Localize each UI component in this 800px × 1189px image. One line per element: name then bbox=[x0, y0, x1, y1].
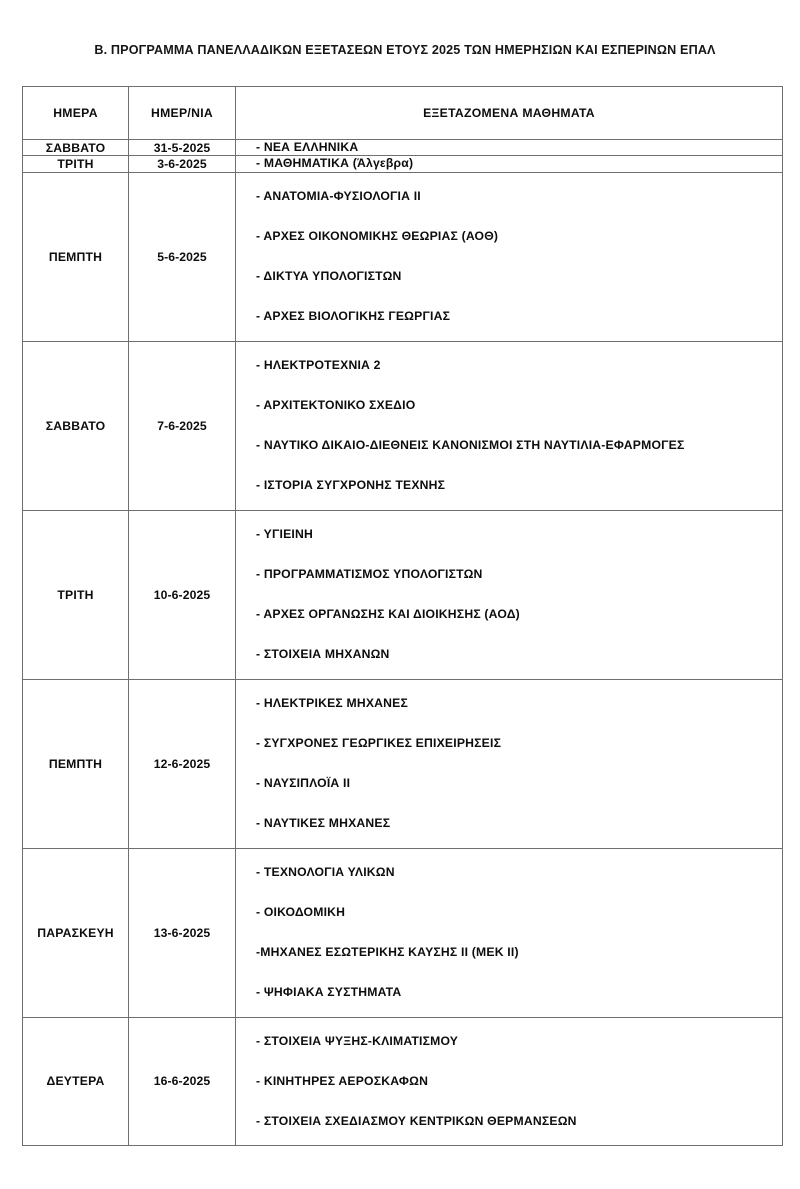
subject-item: - ΣΤΟΙΧΕΙΑ ΨΥΞΗΣ-ΚΛΙΜΑΤΙΣΜΟΥ bbox=[256, 1033, 459, 1048]
subject-item: - ΑΡΧΕΣ ΟΡΓΑΝΩΣΗΣ ΚΑΙ ΔΙΟΙΚΗΣΗΣ (ΑΟΔ) bbox=[256, 607, 520, 621]
subject-item: - ΝΕΑ ΕΛΛΗΝΙΚΑ bbox=[256, 140, 359, 154]
column-header-subjects: ΕΞΕΤΑΖΟΜΕΝΑ ΜΑΘΗΜΑΤΑ bbox=[236, 87, 783, 140]
subject-item: - ΑΡΧΕΣ ΒΙΟΛΟΓΙΚΗΣ ΓΕΩΡΓΙΑΣ bbox=[256, 309, 451, 324]
subject-item: - ΝΑΥΤΙΚΟ ΔΙΚΑΙΟ-ΔΙΕΘΝΕΙΣ ΚΑΝΟΝΙΣΜΟΙ ΣΤΗ ΝΑΥΤΙΛΙΑ-ΕΦΑΡΜΟΓΕΣ bbox=[256, 438, 685, 452]
table-row bbox=[23, 156, 783, 172]
cell-subjects bbox=[236, 156, 783, 172]
subject-item: - ΑΡΧΕΣ ΟΙΚΟΝΟΜΙΚΗΣ ΘΕΩΡΙΑΣ (ΑΟΘ) bbox=[256, 228, 499, 243]
cell-subjects bbox=[236, 1017, 783, 1146]
table-body bbox=[23, 140, 783, 1146]
cell-date: 5-6-2025 bbox=[129, 172, 236, 341]
subject-item: - ΑΡΧΙΤΕΚΤΟΝΙΚΟ ΣΧΕΔΙΟ bbox=[256, 397, 416, 412]
subject-list bbox=[236, 140, 782, 155]
subject-item: - ΥΓΙΕΙΝΗ bbox=[256, 526, 313, 541]
cell-date: 3-6-2025 bbox=[129, 156, 236, 172]
subject-list bbox=[236, 1018, 782, 1146]
exam-schedule-table bbox=[22, 86, 783, 1146]
subject-item: - ΤΕΧΝΟΛΟΓΙΑ ΥΛΙΚΩΝ bbox=[256, 864, 395, 879]
subject-item: - ΠΡΟΓΡΑΜΜΑΤΙΣΜΟΣ ΥΠΟΛΟΓΙΣΤΩΝ bbox=[256, 566, 483, 581]
subject-list bbox=[236, 173, 782, 341]
cell-date: 16-6-2025 bbox=[129, 1017, 236, 1146]
table-row bbox=[23, 510, 783, 679]
subject-item: - ΗΛΕΚΤΡΟΤΕΧΝΙΑ 2 bbox=[256, 357, 381, 372]
cell-day: ΣΑΒΒΑΤΟ bbox=[23, 341, 129, 510]
column-header-date: ΗΜΕΡ/ΝΙΑ bbox=[129, 87, 236, 140]
cell-date: 31-5-2025 bbox=[129, 140, 236, 156]
table-row bbox=[23, 679, 783, 848]
subject-item: - ΣΤΟΙΧΕΙΑ ΣΧΕΔΙΑΣΜΟΥ ΚΕΝΤΡΙΚΩΝ ΘΕΡΜΑΝΣΕΩΝ bbox=[256, 1114, 577, 1128]
subject-item: - ΑΝΑΤΟΜΙΑ-ΦΥΣΙΟΛΟΓΙΑ ΙΙ bbox=[256, 188, 421, 203]
cell-day: ΔΕΥΤΕΡΑ bbox=[23, 1017, 129, 1146]
cell-date: 12-6-2025 bbox=[129, 679, 236, 848]
subject-list bbox=[236, 511, 782, 679]
table-row bbox=[23, 341, 783, 510]
table-header-row bbox=[23, 87, 783, 140]
subject-item: - ΣΥΓΧΡΟΝΕΣ ΓΕΩΡΓΙΚΕΣ ΕΠΙΧΕΙΡΗΣΕΙΣ bbox=[256, 735, 502, 750]
subject-item: - ΔΙΚΤΥΑ ΥΠΟΛΟΓΙΣΤΩΝ bbox=[256, 269, 402, 283]
cell-day: ΤΡΙΤΗ bbox=[23, 156, 129, 172]
cell-day: ΣΑΒΒΑΤΟ bbox=[23, 140, 129, 156]
cell-date: 13-6-2025 bbox=[129, 848, 236, 1017]
cell-date: 10-6-2025 bbox=[129, 510, 236, 679]
cell-subjects bbox=[236, 848, 783, 1017]
subject-item: - ΝΑΥΣΙΠΛΟΪΑ ΙΙ bbox=[256, 776, 351, 790]
table-row bbox=[23, 172, 783, 341]
cell-subjects bbox=[236, 679, 783, 848]
page-title: Β. ΠΡΟΓΡΑΜΜΑ ΠΑΝΕΛΛΑΔΙΚΩΝ ΕΞΕΤΑΣΕΩΝ ΕΤΟΥΣ 2025 ΤΩΝ ΗΜΕΡΗΣΙΩΝ ΚΑΙ ΕΣΠΕΡΙΝΩΝ ΕΠΑΛ bbox=[94, 43, 716, 57]
subject-list bbox=[236, 680, 782, 848]
subject-item: - ΗΛΕΚΤΡΙΚΕΣ ΜΗΧΑΝΕΣ bbox=[256, 695, 409, 710]
cell-subjects bbox=[236, 510, 783, 679]
cell-subjects bbox=[236, 341, 783, 510]
cell-day: ΠΑΡΑΣΚΕΥΗ bbox=[23, 848, 129, 1017]
subject-item: - ΝΑΥΤΙΚΕΣ ΜΗΧΑΝΕΣ bbox=[256, 816, 391, 831]
subject-item: - ΙΣΤΟΡΙΑ ΣΥΓΧΡΟΝΗΣ ΤΕΧΝΗΣ bbox=[256, 478, 446, 493]
subject-list bbox=[236, 342, 782, 510]
cell-day: ΠΕΜΠΤΗ bbox=[23, 679, 129, 848]
column-header-day: ΗΜΕΡΑ bbox=[23, 87, 129, 140]
table-row bbox=[23, 140, 783, 156]
subject-item: - ΟΙΚΟΔΟΜΙΚΗ bbox=[256, 904, 346, 919]
subject-item: -ΜΗΧΑΝΕΣ ΕΣΩΤΕΡΙΚΗΣ ΚΑΥΣΗΣ ΙΙ (ΜΕΚ ΙΙ) bbox=[256, 945, 519, 959]
cell-day: ΤΡΙΤΗ bbox=[23, 510, 129, 679]
cell-subjects bbox=[236, 172, 783, 341]
subject-item: - ΨΗΦΙΑΚΑ ΣΥΣΤΗΜΑΤΑ bbox=[256, 985, 402, 1000]
subject-item: - ΚΙΝΗΤΗΡΕΣ ΑΕΡΟΣΚΑΦΩΝ bbox=[256, 1073, 429, 1088]
table-row bbox=[23, 1017, 783, 1146]
table-header bbox=[23, 87, 783, 140]
cell-date: 7-6-2025 bbox=[129, 341, 236, 510]
subject-item: - ΜΑΘΗΜΑΤΙΚΑ (Άλγεβρα) bbox=[256, 156, 414, 171]
table-row bbox=[23, 848, 783, 1017]
cell-subjects bbox=[236, 140, 783, 156]
subject-list bbox=[236, 849, 782, 1017]
subject-item: - ΣΤΟΙΧΕΙΑ ΜΗΧΑΝΩΝ bbox=[256, 647, 390, 662]
cell-day: ΠΕΜΠΤΗ bbox=[23, 172, 129, 341]
subject-list bbox=[236, 156, 782, 171]
